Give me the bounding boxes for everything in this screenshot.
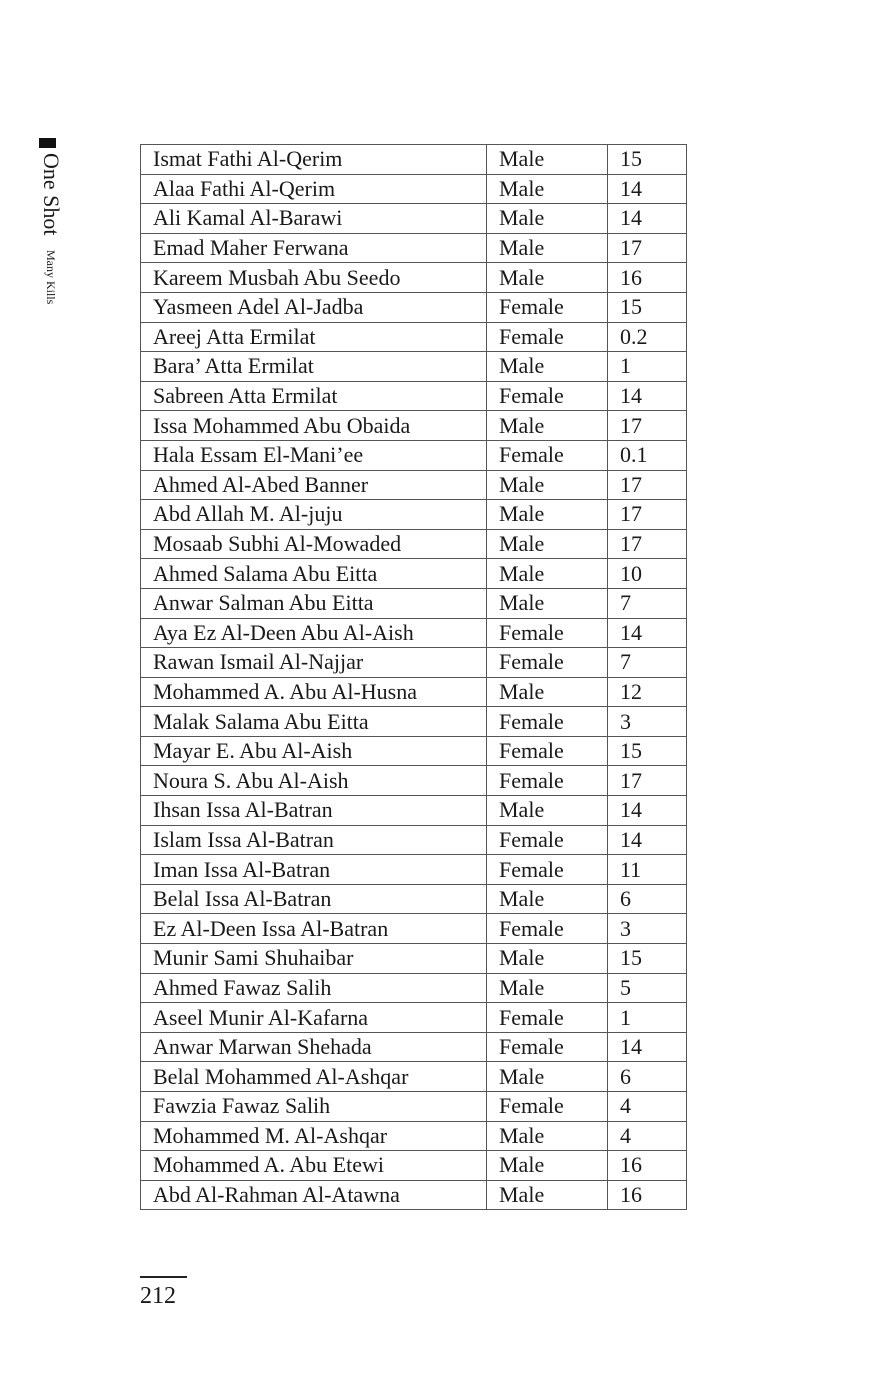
name-cell: Fawzia Fawaz Salih [141,1092,487,1122]
gender-cell: Male [487,884,608,914]
table-row [141,529,687,559]
table-row [141,263,687,293]
gender-cell: Female [487,825,608,855]
table-row [141,944,687,974]
table-row [141,648,687,678]
name-cell: Areej Atta Ermilat [141,322,487,352]
name-cell: Yasmeen Adel Al-Jadba [141,292,487,322]
gender-cell: Female [487,292,608,322]
table-row [141,855,687,885]
name-cell: Rawan Ismail Al-Najjar [141,648,487,678]
table-row [141,381,687,411]
name-cell: Alaa Fathi Al-Qerim [141,174,487,204]
book-title: One Shot [39,153,64,236]
age-cell: 15 [608,145,687,175]
age-cell: 10 [608,559,687,589]
name-cell: Munir Sami Shuhaibar [141,944,487,974]
table-row [141,1180,687,1210]
page-number-rule [140,1276,187,1278]
gender-cell: Male [487,944,608,974]
name-cell: Emad Maher Ferwana [141,233,487,263]
gender-cell: Male [487,1062,608,1092]
table-row [141,411,687,441]
age-cell: 0.1 [608,440,687,470]
name-cell: Mohammed A. Abu Etewi [141,1151,487,1181]
age-cell: 14 [608,1032,687,1062]
name-cell: Belal Issa Al-Batran [141,884,487,914]
age-cell: 15 [608,736,687,766]
table-row [141,322,687,352]
age-cell: 11 [608,855,687,885]
name-cell: Anwar Marwan Shehada [141,1032,487,1062]
age-cell: 6 [608,884,687,914]
name-cell: Ahmed Fawaz Salih [141,973,487,1003]
name-cell: Noura S. Abu Al-Aish [141,766,487,796]
name-cell: Aya Ez Al-Deen Abu Al-Aish [141,618,487,648]
name-cell: Ahmed Al-Abed Banner [141,470,487,500]
table-row [141,470,687,500]
age-cell: 1 [608,352,687,382]
name-cell: Ismat Fathi Al-Qerim [141,145,487,175]
name-cell: Abd Al-Rahman Al-Atawna [141,1180,487,1210]
age-cell: 15 [608,944,687,974]
gender-cell: Male [487,233,608,263]
age-cell: 7 [608,648,687,678]
table-row [141,914,687,944]
table-row [141,1062,687,1092]
table-row [141,766,687,796]
age-cell: 4 [608,1092,687,1122]
name-cell: Ez Al-Deen Issa Al-Batran [141,914,487,944]
gender-cell: Female [487,914,608,944]
age-cell: 17 [608,766,687,796]
name-cell: Ahmed Salama Abu Eitta [141,559,487,589]
table-row [141,559,687,589]
table-row [141,292,687,322]
table-row [141,1121,687,1151]
table-row [141,825,687,855]
gender-cell: Female [487,1003,608,1033]
name-cell: Bara’ Atta Ermilat [141,352,487,382]
age-cell: 3 [608,914,687,944]
age-cell: 17 [608,411,687,441]
table-row [141,736,687,766]
gender-cell: Male [487,796,608,826]
table-row [141,707,687,737]
gender-cell: Male [487,470,608,500]
running-header [40,153,62,304]
age-cell: 1 [608,1003,687,1033]
gender-cell: Male [487,1151,608,1181]
table-row [141,1092,687,1122]
name-cell: Islam Issa Al-Batran [141,825,487,855]
name-cell: Anwar Salman Abu Eitta [141,588,487,618]
age-cell: 17 [608,500,687,530]
table-row [141,440,687,470]
gender-cell: Male [487,174,608,204]
name-cell: Mohammed M. Al-Ashqar [141,1121,487,1151]
table-row [141,500,687,530]
name-cell: Mayar E. Abu Al-Aish [141,736,487,766]
age-cell: 0.2 [608,322,687,352]
gender-cell: Female [487,736,608,766]
gender-cell: Male [487,352,608,382]
age-cell: 16 [608,1151,687,1181]
name-cell: Ihsan Issa Al-Batran [141,796,487,826]
age-cell: 14 [608,796,687,826]
age-cell: 16 [608,263,687,293]
page-number: 212 [140,1283,176,1309]
gender-cell: Male [487,677,608,707]
age-cell: 6 [608,1062,687,1092]
table-row [141,352,687,382]
header-marker-bar [39,138,56,148]
gender-cell: Female [487,322,608,352]
age-cell: 15 [608,292,687,322]
age-cell: 17 [608,233,687,263]
age-cell: 16 [608,1180,687,1210]
age-cell: 14 [608,381,687,411]
casualties-table [140,144,687,1210]
age-cell: 7 [608,588,687,618]
table-row [141,1032,687,1062]
name-cell: Mosaab Subhi Al-Mowaded [141,529,487,559]
name-cell: Belal Mohammed Al-Ashqar [141,1062,487,1092]
table-row [141,1151,687,1181]
gender-cell: Female [487,855,608,885]
gender-cell: Female [487,381,608,411]
table-row [141,618,687,648]
table-row [141,174,687,204]
gender-cell: Female [487,1092,608,1122]
age-cell: 17 [608,529,687,559]
age-cell: 14 [608,618,687,648]
age-cell: 12 [608,677,687,707]
name-cell: Issa Mohammed Abu Obaida [141,411,487,441]
gender-cell: Male [487,204,608,234]
gender-cell: Male [487,263,608,293]
gender-cell: Male [487,529,608,559]
gender-cell: Male [487,1180,608,1210]
gender-cell: Female [487,648,608,678]
age-cell: 14 [608,174,687,204]
name-cell: Ali Kamal Al-Barawi [141,204,487,234]
name-cell: Mohammed A. Abu Al-Husna [141,677,487,707]
gender-cell: Female [487,618,608,648]
table-row [141,1003,687,1033]
age-cell: 4 [608,1121,687,1151]
gender-cell: Female [487,1032,608,1062]
age-cell: 17 [608,470,687,500]
name-cell: Kareem Musbah Abu Seedo [141,263,487,293]
age-cell: 5 [608,973,687,1003]
table-row [141,233,687,263]
name-cell: Abd Allah M. Al-juju [141,500,487,530]
table-row [141,884,687,914]
table-body [141,145,687,1210]
gender-cell: Female [487,707,608,737]
name-cell: Aseel Munir Al-Kafarna [141,1003,487,1033]
age-cell: 3 [608,707,687,737]
table-row [141,204,687,234]
gender-cell: Male [487,588,608,618]
name-cell: Malak Salama Abu Eitta [141,707,487,737]
age-cell: 14 [608,204,687,234]
age-cell: 14 [608,825,687,855]
gender-cell: Male [487,145,608,175]
gender-cell: Male [487,973,608,1003]
table-row [141,588,687,618]
table-row [141,677,687,707]
gender-cell: Male [487,559,608,589]
name-cell: Sabreen Atta Ermilat [141,381,487,411]
book-subtitle: Many Kills [44,249,58,304]
gender-cell: Male [487,500,608,530]
gender-cell: Male [487,1121,608,1151]
name-cell: Hala Essam El-Mani’ee [141,440,487,470]
gender-cell: Male [487,411,608,441]
table-row [141,973,687,1003]
name-cell: Iman Issa Al-Batran [141,855,487,885]
gender-cell: Female [487,766,608,796]
table-row [141,145,687,175]
gender-cell: Female [487,440,608,470]
table-row [141,796,687,826]
